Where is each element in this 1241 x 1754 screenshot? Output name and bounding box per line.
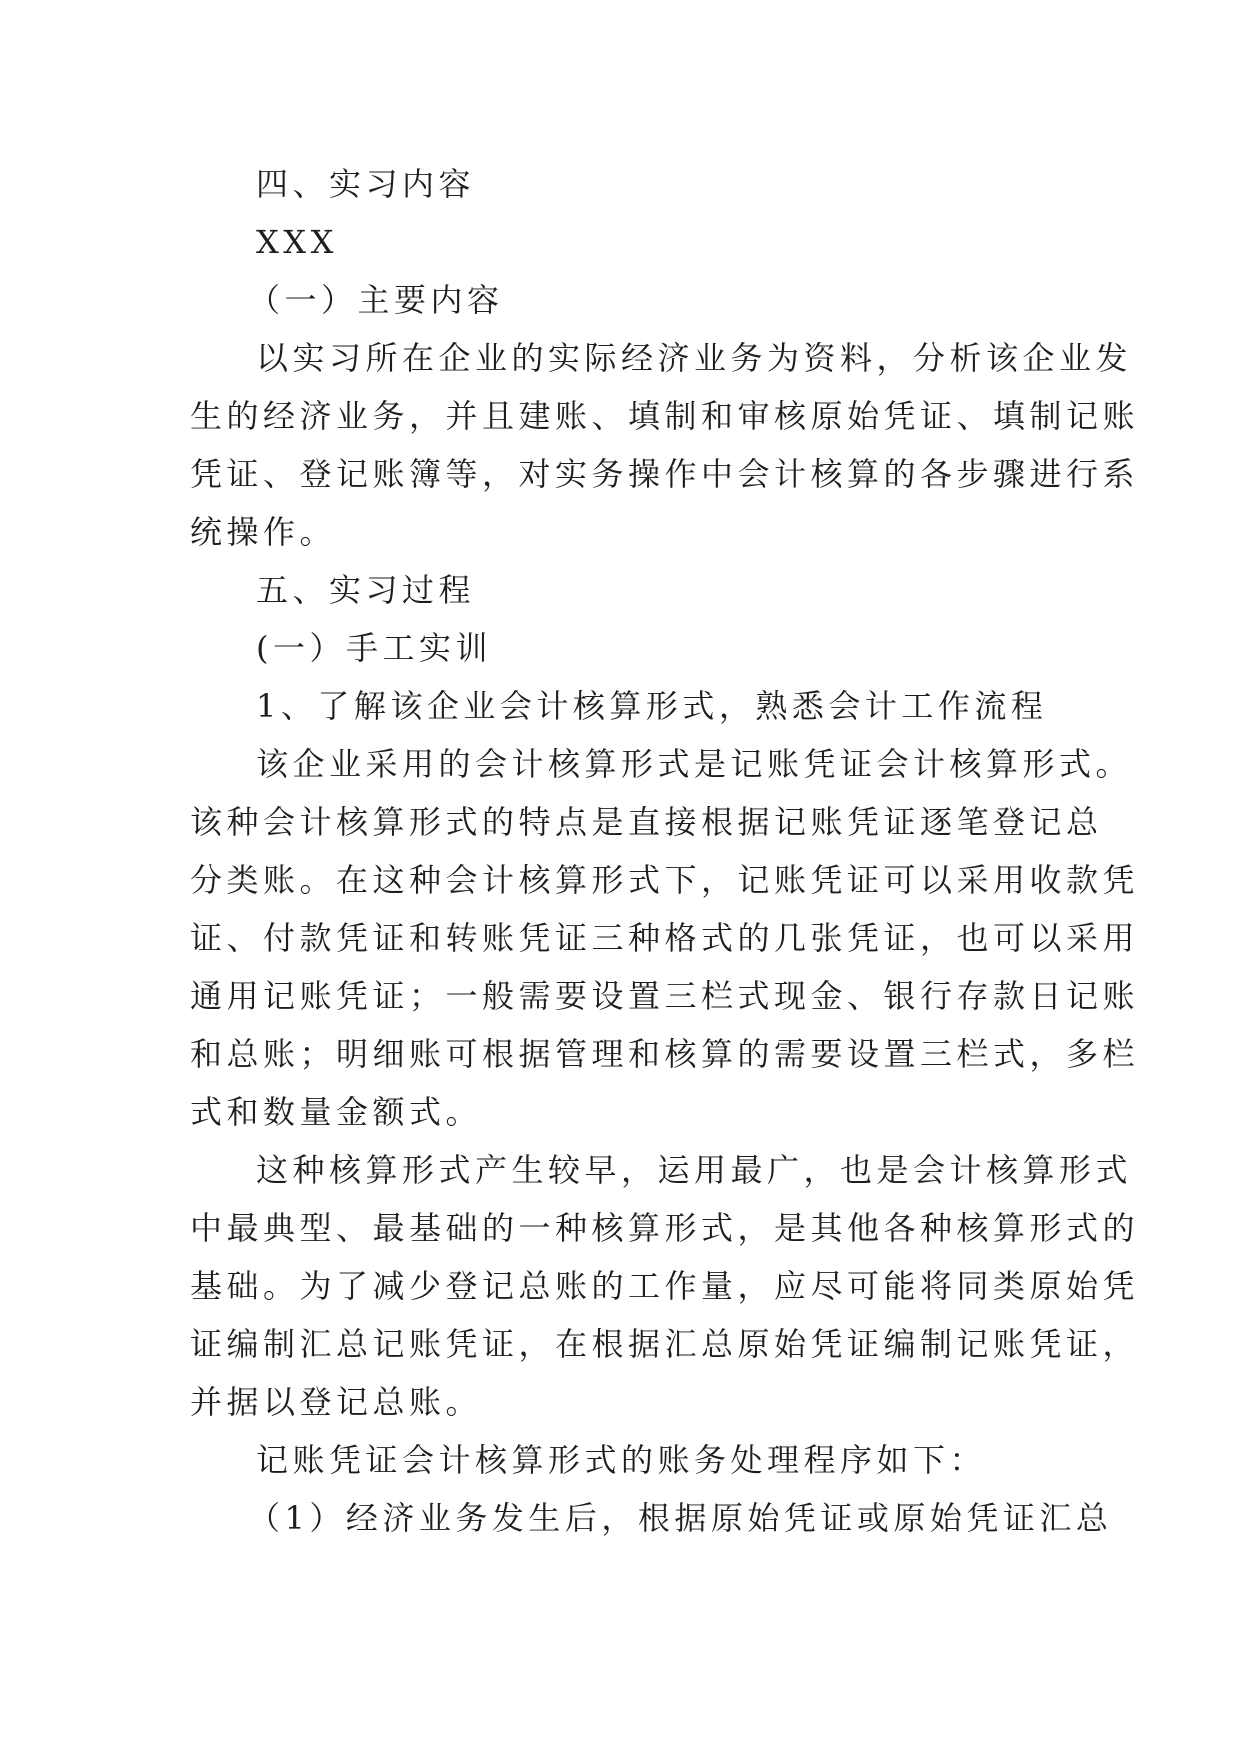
- paragraph-line: （1）经济业务发生后，根据原始凭证或原始凭证汇总: [248, 1499, 1113, 1537]
- paragraph-line: 分类账。在这种会计核算形式下，记账凭证可以采用收款凭: [190, 861, 1140, 899]
- paragraph-line: 中最典型、最基础的一种核算形式，是其他各种核算形式的: [190, 1209, 1140, 1247]
- document-body: [190, 155, 1140, 1547]
- placeholder-text: XXX: [256, 223, 338, 261]
- section-heading-5: 五、实习过程: [256, 571, 476, 609]
- paragraph-line: 证编制汇总记账凭证，在根据汇总原始凭证编制记账凭证，: [190, 1325, 1140, 1363]
- subsection-heading-manual-training: (一）手工实训: [256, 629, 492, 667]
- paragraph-line: 生的经济业务，并且建账、填制和审核原始凭证、填制记账: [190, 397, 1140, 435]
- paragraph-line: 记账凭证会计核算形式的账务处理程序如下：: [256, 1441, 987, 1479]
- numbered-heading-1: 1、了解该企业会计核算形式，熟悉会计工作流程: [256, 687, 1048, 725]
- paragraph-line: 通用记账凭证；一般需要设置三栏式现金、银行存款日记账: [190, 977, 1140, 1015]
- paragraph-line: 统操作。: [190, 513, 337, 551]
- subsection-heading-main-content: （一）主要内容: [248, 281, 504, 319]
- paragraph-line: 以实习所在企业的实际经济业务为资料，分析该企业发: [256, 339, 1133, 377]
- paragraph-line: 凭证、登记账簿等，对实务操作中会计核算的各步骤进行系: [190, 455, 1140, 493]
- paragraph-line: 该企业采用的会计核算形式是记账凭证会计核算形式。: [256, 745, 1133, 783]
- paragraph-line: 并据以登记总账。: [190, 1383, 483, 1421]
- paragraph-line: 该种会计核算形式的特点是直接根据记账凭证逐笔登记总: [190, 803, 1103, 841]
- paragraph-line: 和总账；明细账可根据管理和核算的需要设置三栏式，多栏: [190, 1035, 1140, 1073]
- paragraph-line: 这种核算形式产生较早，运用最广，也是会计核算形式: [256, 1151, 1133, 1189]
- paragraph-line: 基础。为了减少登记总账的工作量，应尽可能将同类原始凭: [190, 1267, 1140, 1305]
- section-heading-4: 四、实习内容: [256, 165, 476, 203]
- paragraph-line: 证、付款凭证和转账凭证三种格式的几张凭证，也可以采用: [190, 919, 1140, 957]
- paragraph-line: 式和数量金额式。: [190, 1093, 483, 1131]
